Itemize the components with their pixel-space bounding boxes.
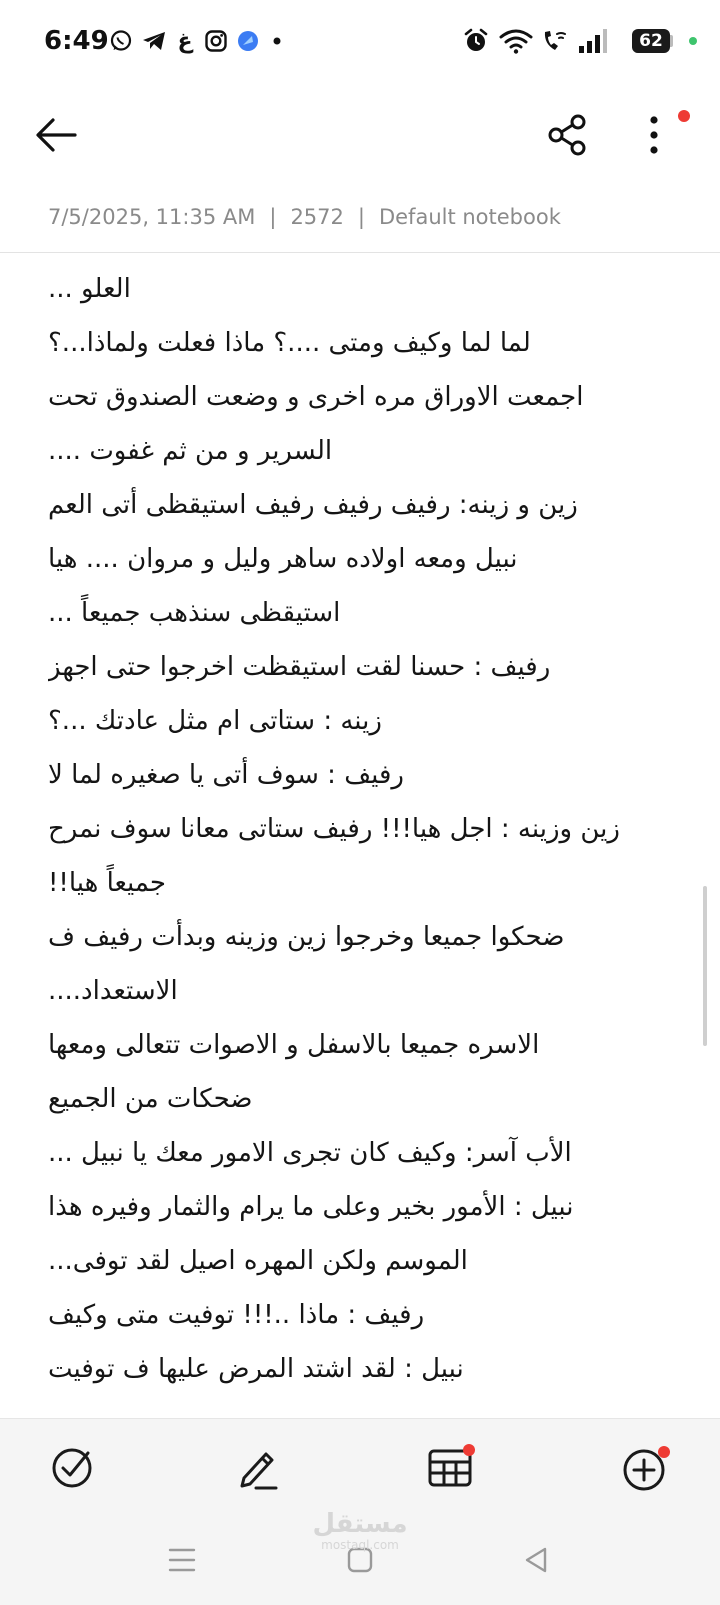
- note-line: ضحكات من الجميع: [48, 1084, 253, 1114]
- menu-icon: [168, 1547, 196, 1573]
- note-line: الأب آسر: وكيف كان تجرى الامور معك يا نبيل ...: [48, 1138, 572, 1168]
- system-back-button[interactable]: [514, 1540, 558, 1580]
- share-icon: [545, 113, 589, 157]
- status-time: 6:49: [44, 26, 109, 56]
- note-line: جميعاً هيا!!: [48, 868, 167, 898]
- note-toolbar: [0, 96, 720, 196]
- recent-apps-button[interactable]: [160, 1540, 204, 1580]
- note-line: نبيل : لقد اشتد المرض عليها ف توفيت: [48, 1354, 464, 1384]
- note-line: نبيل : الأمور بخير وعلى ما يرام والثمار وفيره هذا: [48, 1192, 574, 1222]
- share-button[interactable]: [538, 106, 596, 164]
- handwriting-button[interactable]: [230, 1440, 286, 1496]
- checklist-button[interactable]: [44, 1440, 100, 1496]
- note-line: لما لما وكيف ومتى ....؟ ماذا فعلت ولماذا...؟: [48, 328, 531, 358]
- more-vertical-icon: [649, 115, 659, 155]
- battery-indicator: 62: [632, 29, 670, 53]
- more-notification-dot: [678, 110, 690, 122]
- note-line: العلو ...: [48, 274, 131, 304]
- watermark-arabic: مستقل: [312, 1509, 408, 1539]
- telegram-icon: [140, 28, 168, 54]
- battery-tip: [670, 35, 673, 47]
- meta-separator: |: [269, 205, 277, 229]
- more-options-button[interactable]: [634, 106, 674, 164]
- back-button[interactable]: [26, 106, 84, 164]
- wifi-call-icon: [540, 28, 570, 54]
- pen-icon: [234, 1444, 282, 1492]
- note-line: الاسره جميعا بالاسفل و الاصوات تتعالى ومعها: [48, 1030, 540, 1060]
- arrow-left-icon: [31, 111, 79, 159]
- wifi-icon: [498, 28, 534, 54]
- note-line: رفيف : ماذا ..!!! توفيت متى وكيف: [48, 1300, 425, 1330]
- checkmark-circle-icon: [49, 1445, 95, 1491]
- note-line: السرير و من ثم غفوت ....: [48, 436, 333, 466]
- back-triangle-icon: [523, 1546, 549, 1574]
- instagram-icon: [203, 28, 229, 54]
- app-icon: [236, 28, 260, 54]
- notebook-link[interactable]: Default notebook: [378, 205, 561, 229]
- note-line: نبيل ومعه اولاده ساهر وليل و مروان .... هيا: [48, 544, 518, 574]
- note-line: زين وزينه : اجل هيا!!! رفيف ستاتى معانا سوف نمرح: [48, 814, 620, 844]
- header-divider: [0, 252, 720, 253]
- note-line: استيقظى سنذهب جميعاً ...: [48, 598, 341, 628]
- note-line: رفيف : سوف أتى يا صغيره لما لا: [48, 760, 404, 790]
- table-badge-dot: [463, 1444, 475, 1456]
- scrollbar-thumb[interactable]: [703, 886, 707, 1046]
- signal-icon: [577, 28, 609, 54]
- status-bar: [0, 0, 720, 84]
- watermark-logo: [300, 1510, 420, 1552]
- watermark-latin: mostaql.com: [321, 1538, 399, 1552]
- charging-dot: [689, 37, 697, 45]
- note-datetime: 7/5/2025, 11:35 AM: [48, 205, 256, 229]
- alarm-icon: [462, 28, 490, 54]
- note-line: الاستعداد....: [48, 976, 178, 1006]
- meta-separator: |: [357, 205, 365, 229]
- note-line: اجمعت الاوراق مره اخرى و وضعت الصندوق تحت: [48, 382, 584, 412]
- note-line: الموسم ولكن المهره اصيل لقد توفى...: [48, 1246, 468, 1276]
- add-badge-dot: [658, 1446, 670, 1458]
- note-word-count: 2572: [290, 205, 344, 229]
- note-body-editor[interactable]: [48, 262, 670, 1412]
- note-line: رفيف : حسنا لقت استيقظت اخرجوا حتى اجهز: [48, 652, 551, 682]
- note-line: زينه : ستاتى ام مثل عادتك ...؟: [48, 706, 382, 736]
- dot-icon: [272, 28, 282, 54]
- note-meta: [48, 205, 561, 239]
- note-line: ضحكوا جميعا وخرجوا زين وزينه وبدأت رفيف ف: [48, 922, 565, 952]
- ghain-icon: غ: [177, 28, 193, 54]
- whatsapp-icon: [108, 28, 134, 54]
- note-line: زين و زينه: رفيف رفيف رفيف استيقظى أتى العم: [48, 490, 578, 520]
